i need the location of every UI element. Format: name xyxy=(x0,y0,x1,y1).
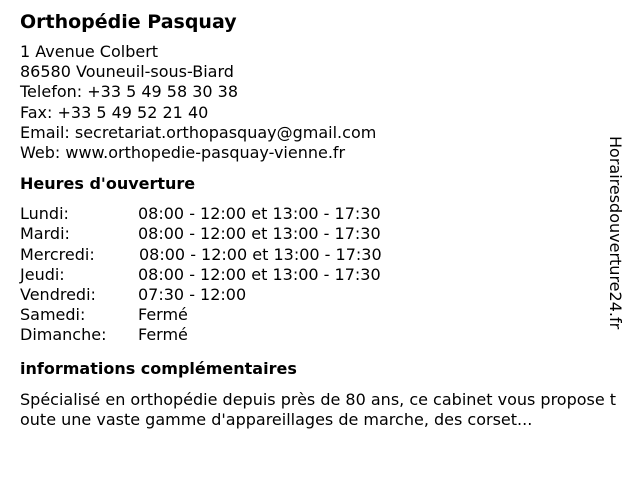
time-value: 07:30 - 12:00 xyxy=(138,284,247,304)
day-label: Samedi: xyxy=(20,305,86,325)
site-brand-vertical: Horairesdouverture24.fr xyxy=(606,136,625,330)
address-line-1: 1 Avenue Colbert xyxy=(20,42,159,61)
phone-line: Telefon: +33 5 49 58 30 38 xyxy=(20,82,239,102)
hours-row-jeudi xyxy=(20,265,620,285)
time-value: 08:00 - 12:00 et 13:00 - 17:30 xyxy=(139,244,382,264)
time-value: 08:00 - 12:00 et 13:00 - 17:30 xyxy=(138,264,381,284)
hours-row-samedi xyxy=(20,305,620,325)
additional-info-text: Spécialisé en orthopédie depuis près de 80 ans, ce cabinet vous propose toute une vaste gamme d'appareillages de marche, des corset... xyxy=(20,389,617,429)
hours-row-mardi xyxy=(20,224,620,244)
time-value: 08:00 - 12:00 et 13:00 - 17:30 xyxy=(138,204,381,224)
business-name: Orthopédie Pasquay xyxy=(20,11,237,33)
business-card xyxy=(20,10,620,430)
time-value: Fermé xyxy=(138,305,188,325)
opening-hours-heading: Heures d'ouverture xyxy=(20,174,196,194)
hours-row-mercredi xyxy=(20,245,620,265)
day-label: Vendredi: xyxy=(20,284,96,304)
contact-block xyxy=(20,42,620,163)
day-label: Lundi: xyxy=(20,204,69,224)
opening-hours-table xyxy=(20,204,620,345)
day-label: Dimanche: xyxy=(20,325,107,345)
web-line: Web: www.orthopedie-pasquay-vienne.fr xyxy=(20,143,346,163)
day-label: Mardi: xyxy=(20,224,70,244)
time-value: 08:00 - 12:00 et 13:00 - 17:30 xyxy=(138,224,381,244)
hours-row-dimanche xyxy=(20,325,620,345)
additional-info-heading: informations complémentaires xyxy=(20,358,297,378)
email-line: Email: secretariat.orthopasquay@gmail.com xyxy=(20,122,377,142)
hours-row-vendredi xyxy=(20,285,620,305)
fax-line: Fax: +33 5 49 52 21 40 xyxy=(20,102,209,122)
address-line-2: 86580 Vouneuil-sous-Biard xyxy=(20,62,234,82)
hours-row-lundi xyxy=(20,204,620,224)
day-label: Jeudi: xyxy=(20,264,65,284)
time-value: Fermé xyxy=(138,325,188,345)
day-label: Mercredi: xyxy=(20,244,95,264)
